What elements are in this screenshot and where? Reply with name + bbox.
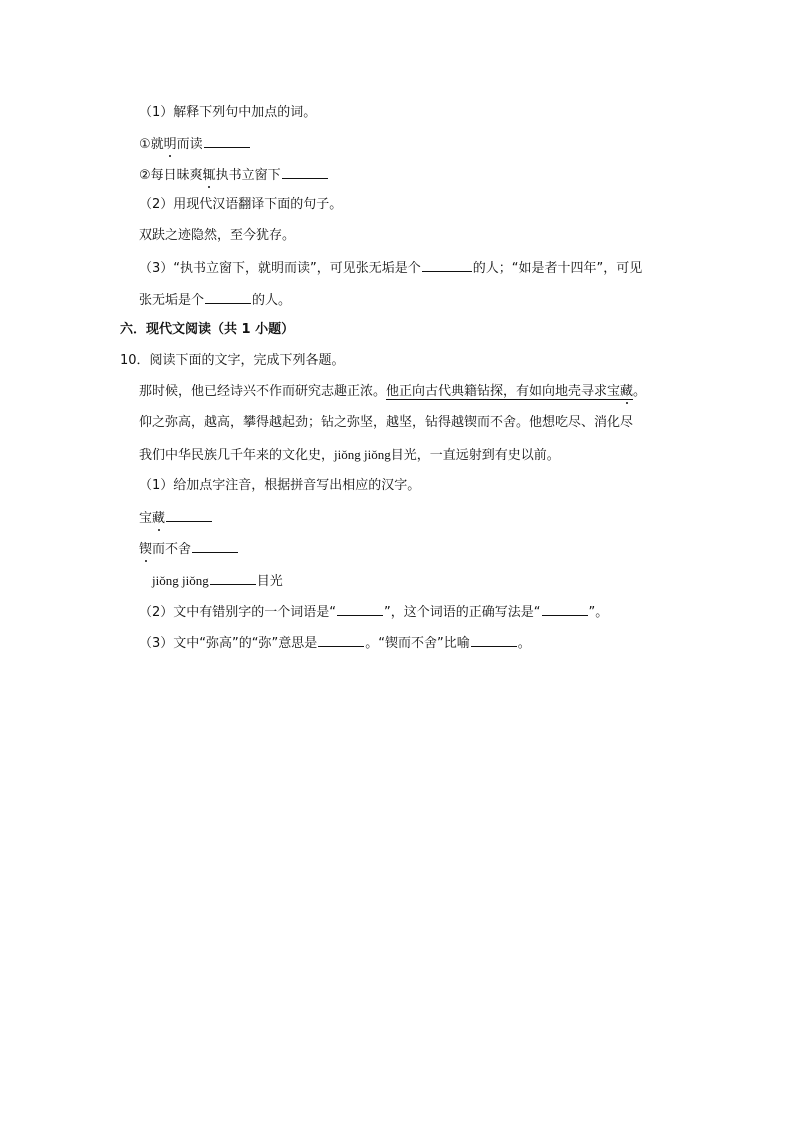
- answer-blank[interactable]: [210, 571, 256, 585]
- q9-sub3-text-b: 的人；“如是者十四年”，可见: [472, 261, 643, 276]
- q10-field3: jiǒng jiǒng 目光: [152, 573, 283, 589]
- q9-item1-post: 而读: [176, 137, 203, 152]
- pinyin-text: jiǒng jiǒng: [152, 573, 209, 588]
- answer-blank[interactable]: [542, 602, 588, 616]
- dotted-char: 锲: [139, 542, 153, 557]
- answer-blank[interactable]: [471, 633, 517, 647]
- q9-item2-dotted: 辄: [202, 168, 216, 183]
- answer-blank[interactable]: [282, 165, 328, 179]
- q9-sub1: （1）解释下列句中加点的词。: [139, 105, 317, 120]
- q10-passage-line1: 那时候，他已经诗兴不作而研究志趣正浓。他正向古代典籍钻探，有如向地壳寻求宝藏。: [139, 384, 647, 399]
- q10-field1: 宝藏: [139, 508, 213, 528]
- q10-sub3: （3）文中“弥高”的“弥”意思是 。“锲而不舍”比喻 。: [139, 633, 531, 653]
- q9-sub2: （2）用现代汉语翻译下面的句子。: [139, 197, 343, 212]
- q9-item2-post: 执书立窗下: [215, 168, 281, 183]
- q9-sub3-text-c: 张无垢是个: [139, 293, 205, 308]
- q9-item2: [139, 165, 329, 185]
- q10-sub1: （1）给加点字注音，根据拼音写出相应的汉字。: [139, 478, 421, 493]
- q10-stem: 10．阅读下面的文字，完成下列各题。: [120, 353, 345, 368]
- answer-blank[interactable]: [192, 539, 238, 553]
- q9-sentence: 双趺之迹隐然，至今犹存。: [139, 228, 296, 243]
- q9-item1: [139, 134, 251, 154]
- pinyin-text: jiǒng jiǒng: [334, 447, 391, 462]
- q10-passage-line2: 仰之弥高，越高，攀得越起劲；钻之弥坚，越坚，钻得越锲而不舍。他想吃尽、消化尽: [139, 415, 634, 430]
- q9-item2-pre: ②每日昧爽: [139, 168, 203, 183]
- q9-item1-pre: ①就: [139, 137, 164, 152]
- q10-field2: 锲而不舍: [139, 539, 239, 559]
- q9-item1-dotted: 明: [163, 137, 177, 152]
- underlined-sentence: 他正向古代典籍钻探，有如向地壳寻求宝藏: [386, 384, 634, 399]
- passage-text: 我们中华民族几千年来的文化史，: [139, 448, 335, 463]
- passage-text: 那时候，他已经诗兴不作而研究志趣正浓。: [139, 384, 387, 399]
- answer-blank[interactable]: [166, 508, 212, 522]
- passage-text: 目光，一直远射到有史以前。: [390, 448, 560, 463]
- answer-blank[interactable]: [422, 258, 472, 272]
- answer-blank[interactable]: [204, 134, 250, 148]
- q9-sub3-text-d: 的人。: [252, 293, 292, 308]
- q10-sub2: （2）文中有错别字的一个词语是“ ”，这个词语的正确写法是“ ”。: [139, 602, 608, 622]
- q9-sub3-line2: [139, 290, 291, 310]
- section-heading: 六．现代文阅读（共 1 小题）: [120, 322, 295, 337]
- q9-sub3-text-a: （3）“执书立窗下，就明而读”，可见张无垢是个: [139, 261, 421, 276]
- q9-sub3-line1: [139, 258, 642, 278]
- answer-blank[interactable]: [337, 602, 383, 616]
- dotted-char: 藏: [152, 511, 166, 526]
- q10-passage-line3: [139, 446, 560, 465]
- answer-blank[interactable]: [318, 633, 364, 647]
- dotted-char: 藏: [620, 384, 634, 399]
- answer-blank[interactable]: [205, 290, 251, 304]
